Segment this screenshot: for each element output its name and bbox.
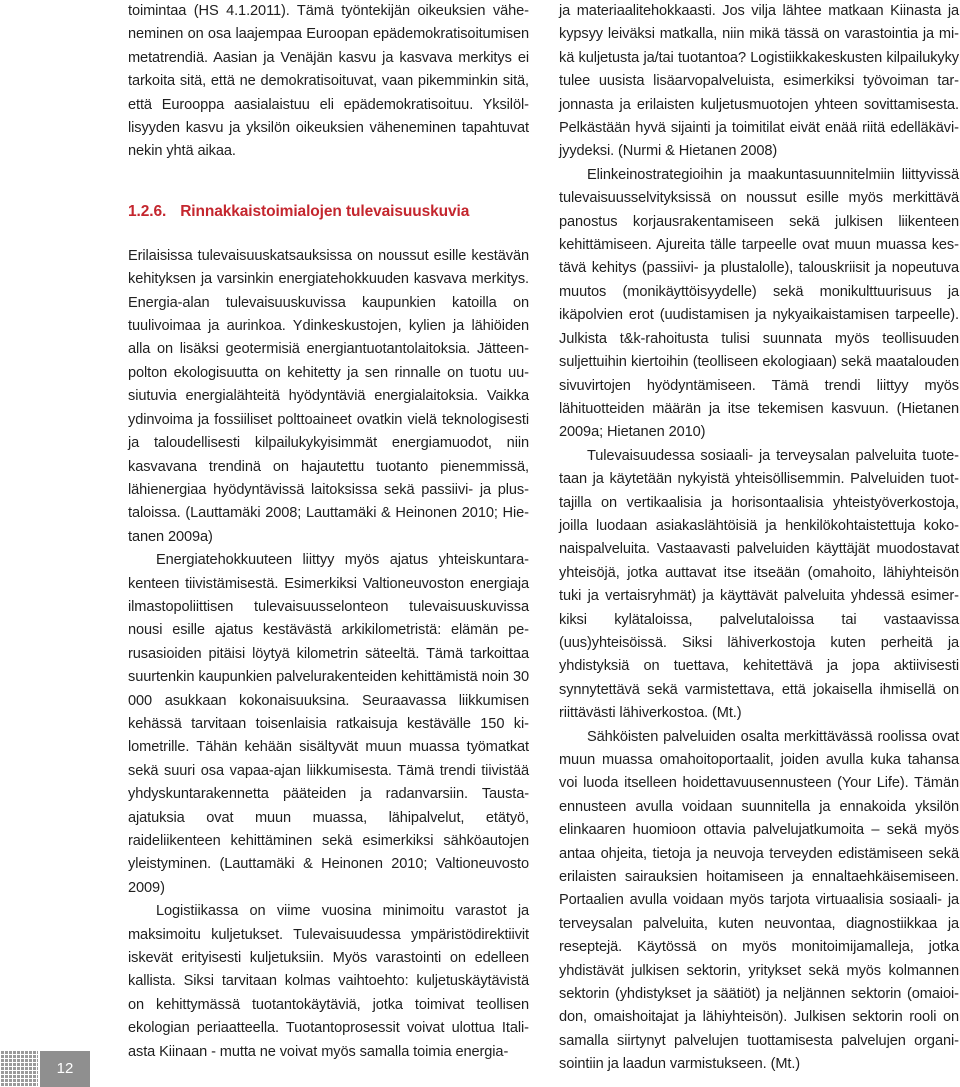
- body-paragraph: Energiatehokkuuteen liittyy myös ajatus yhteiskuntarakenteen tiivistämisestä. Esimerkiksi Valtioneuvoston energiaja ilmastopoliittisen tulevaisuusselonteon tulevaisuuskuvissa nousi esille ajatus kestävästä arkikilometristä: elämän perusasioiden pitäisi löytyä kilometrin säteeltä. Tämä tarkoittaa suurtenkin kaupunkien palvelurakenteiden kehittämistä noin 30 000 asukkaan kokonaisuuksina. Seuraavassa liikkumisen kehässä tarvitaan toisenlaisia ratkaisuja kestävälle 150 kilometrille. Tähän kehään sisältyvät muun muassa työmatkat sekä suuri osa vapaa-ajan liikkumisesta. Tämä trendi tiivistää yhdyskuntarakennetta pääteiden ja radanvarsiin. Tausta-ajatuksia ovat muun muassa, lähipalvelut, etätyö, raideliikenteen kehittäminen sekä esimerkiksi sähköautojen yleistyminen. (Lauttamäki & Heinonen 2010; Valtioneuvosto 2009): [128, 552, 529, 896]
- right-column: [559, 0, 959, 1077]
- page-number: 12: [40, 1051, 90, 1087]
- section-title: Rinnakkaistoimialojen tulevaisuuskuvia: [180, 202, 470, 220]
- page-footer: [0, 1051, 90, 1087]
- body-paragraph: ja materiaalitehokkaasti. Jos vilja lähtee matkaan Kiinasta ja kypsyy leiväksi matkalla, niin mikä tässä on varastointia ja mikä kuljetusta ja/tai tuotantoa? Logistiikkakeskusten kilpailukyky tulee uusista lisäarvopalveluista, esimerkiksi työvoiman tarjonnasta ja erilaisten kuljetusmuotojen yhteen sovittamisesta. Pelkästään hyvä sijainti ja toimitilat eivät enää riitä edelläkävijyydeksi. (Nurmi & Hietanen 2008): [559, 3, 959, 160]
- left-column: [128, 0, 529, 1064]
- section-number: 1.2.6.: [128, 202, 167, 220]
- footer-grid-pattern-icon: [0, 1051, 38, 1087]
- body-paragraph: Sähköisten palveluiden osalta merkittävässä roolissa ovat muun muassa omahoitoportaalit, joiden avulla kuka tahansa voi luoda itselleen hoidettavuusennusteen (Your Life). Tämän ennusteen avulla voidaan suunnitella ja ennakoida yksilön elinkaaren huomioon ottavia palvelujatkumoita – sekä myös antaa ohjeita, tietoja ja neuvoja terveyden edistämiseen sekä erilaisten sairauksien hoitamiseen ja ennaltaehkäisemiseen. Portaalien avulla voidaan myös tarjota virtuaalisia sosiaali- ja terveysalan palveluita, kuten neuvontaa, diagnostiikkaa ja reseptejä. Käytössä on myös monitoimijamalleja, jotka yhdistävät julkisen sektorin, yritykset sekä myös kolmannen sektorin (yhdistykset ja säätiöt) ja neljännen sektorin (omaioidon, omaishoitajat ja lähiyhteisön). Julkisen sektorin rooli on samalla siirtynyt palvelujen tuottamisesta palvelujen organisointiin ja laadun varmistukseen. (Mt.): [559, 728, 959, 1073]
- body-paragraph: Elinkeinostrategioihin ja maakuntasuunnitelmiin liittyvissä tulevaisuusselvityksissä on noussut esille myös merkittävä panostus korjausrakentamiseen sekä julkisen liikenteen kehittämiseen. Ajureita tälle tarpeelle ovat muun muassa kestävä kehitys (passiivi- ja plustalolle), talouskriisit ja nopeutuva muutos (monikäyttöisyydelle) sekä monikulttuurisuus ja ikäpolvien erot (uudistamisen ja nykyaikaistamisen tarpeelle). Julkista t&k-rahoitusta tulisi suunnata myös teollisuuden suljettuihin kiertoihin (teolliseen ekologiaan) sekä maatalouden sivuvirtojen hyödyntämiseen. Tämä trendi liittyy myös lähituotteiden määrän ja itse tekemisen kasvuun. (Hietanen 2009a; Hietanen 2010): [559, 166, 959, 441]
- body-paragraph: Erilaisissa tulevaisuuskatsauksissa on noussut esille kestävän kehityksen ja varsinkin energiatehokkuuden kasvava merkitys. Energia-alan tulevaisuuskuvissa kaupunkien katoilla on tuulivoimaa ja aurinkoa. Ydinkeskustojen, kylien ja lähiöiden alla on lisäksi geotermisiä energiantuotantolaitoksia. Jätteenpolton ekologisuutta on kehitetty ja sen rinnalle on tuotu uusiutuvia energialähteitä hyödyntäviä energialaitoksia. Vaikka ydinvoima ja fossiiliset polttoaineet ovatkin vielä teknologisesti ja taloudellisesti kilpailukykyisimmät energiamuodot, niin kasvavana trendinä on hajautettu tuotanto pienemmissä, lähienergiaa hyödyntävissä laitoksissa sekä passiivi- ja plustaloissa. (Lauttamäki 2008; Lauttamäki & Heinonen 2010; Hietanen 2009a): [128, 247, 529, 545]
- body-paragraph: Tulevaisuudessa sosiaali- ja terveysalan palveluita tuotetaan ja käytetään nykyistä yhteisöllisemmin. Palveluiden tuottajilla on vertikaalisia ja horisontaalisia yhteistyöverkostoja, joilla luodaan asiakaslähtöisiä ja henkilökohtaistettuja kokonaispalveluita. Vastaavasti palveluiden käyttäjät muodostavat yhteisöjä, jotka auttavat itse itseään (omahoito, lähiyhteisön tuki ja vertaisryhmät) ja käyttävät palveluita yhdessä esimerkiksi kylätaloissa, palvelutaloissa tai vastaavissa (uus)yhteisöissä. Siksi lähiverkostoja kuten perheitä ja yhdistyksiä on tuettava, kehitettävä ja jopa aktiivisesti synnytettävä sekä varmistettava, että jokaisella ihmisellä on riittävästi lähiverkostoa. (Mt.): [559, 447, 959, 722]
- body-paragraph: Logistiikassa on viime vuosina minimoitu varastot ja maksimoitu kuljetukset. Tulevaisuudessa ympäristödirektiivit iskevät erityisesti kuljetuksiin. Myös varastointi on edelleen kallista. Siksi tarvitaan kolmas vaihtoehto: kuljetuskäytävistä on kehittymässä tuotantokäytäviä, jotka toimivat teollisen ekologian periaatteella. Tuotantoprosessit voivat ulottua Italiasta Kiinaan - mutta ne voivat myös samalla toimia energia-: [128, 903, 529, 1060]
- intro-paragraph: toimintaa (HS 4.1.2011). Tämä työntekijän oikeuksien väheneminen on osa laajempaa Euroopan epädemokratisoitumisen metatrendiä. Aasian ja Venäjän kasvu ja kasvava merkitys ei tarkoita sitä, että ne demokratisoituvat, vaan pikemminkin sitä, että Eurooppa aasialaistuu eli epädemokratisoituu. Yksilöllisyyden kasvu ja yksilön oikeuksien väheneminen tapahtuvat nekin yhtä aikaa.: [128, 3, 529, 160]
- section-heading: [128, 200, 529, 223]
